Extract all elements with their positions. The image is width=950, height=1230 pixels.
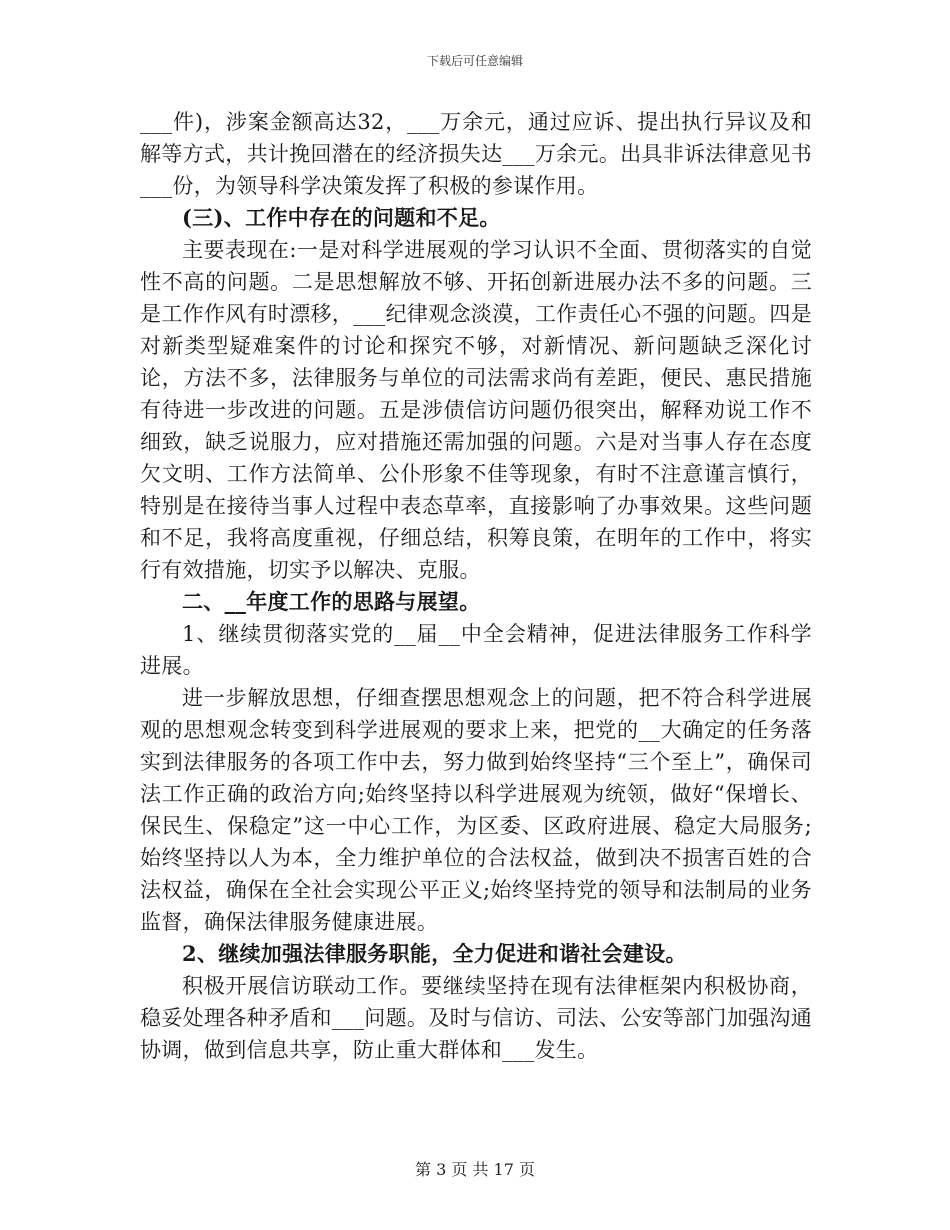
section-heading-problems: (三)、工作中存在的问题和不足。	[182, 205, 501, 230]
paragraph-item-1: 进一步解放思想，仔细查摆思想观念上的问题，把不符合科学进展观的思想观念转变到科学进展观的要求上来，把党的__大确定的任务落实到法律服务的各项工作中去，努力做到始终坚持“三个至上”，确保司法工作正确的政治方向;始终坚持以科学进展观为统领，做好“保增长、保民生、保稳定”这一中心工作，为区委、区政府进展、稳定大局服务;始终坚持以人为本，全力维护单位的合法权益，做到决不损害百姓的合法权益，确保在全社会实现公平正义;始终坚持党的领导和法制局的业务监督，确保法律服务健康进展。	[140, 686, 812, 934]
document-body	[140, 106, 812, 1066]
paragraph-item-2: 积极开展信访联动工作。要继续坚持在现有法律框架内积极协商，稳妥处理各种矛盾和___问题。及时与信访、司法、公安等部门加强沟通协调，做到信息共享，防止重大群体和___发生。	[140, 974, 812, 1062]
subheading-item-2: 2、继续加强法律服务职能，全力促进和谐社会建设。	[182, 941, 687, 966]
page-number: 第 3 页 共 17 页	[415, 1160, 535, 1179]
paragraph-case-summary: ___件)，涉案金额高达32，___万余元，通过应诉、提出执行异议及和解等方式，共计挽回潜在的经济损失达___万余元。出具非诉法律意见书___份，为领导科学决策发挥了积极的参谋作用。	[140, 110, 812, 198]
paragraph-problems: 主要表现在:一是对科学进展观的学习认识不全面、贯彻落实的自觉性不高的问题。二是思想解放不够、开拓创新进展办法不多的问题。三是工作作风有时漂移，___纪律观念淡漠，工作责任心不强的问题。四是对新类型疑难案件的讨论和探究不够，对新情况、新问题缺乏深化讨论，方法不多，法律服务与单位的司法需求尚有差距，便民、惠民措施有待进一步改进的问题。五是涉债信访问题仍很突出，解释劝说工作不细致，缺乏说服力，应对措施还需加强的问题。六是对当事人存在态度欠文明、工作方法简单、公仆形象不佳等现象，有时不注意谨言慎行，特别是在接待当事人过程中表态草率，直接影响了办事效果。这些问题和不足，我将高度重视，仔细总结，积筹良策，在明年的工作中，将实行有效措施，切实予以解决、克服。	[140, 238, 812, 582]
section-heading-outlook: 二、__年度工作的思路与展望。	[182, 589, 481, 614]
subheading-item-1: 1、继续贯彻落实党的__届__中全会精神，促进法律服务工作科学进展。	[140, 622, 812, 678]
header-note: 下载后可任意编辑	[426, 54, 523, 68]
